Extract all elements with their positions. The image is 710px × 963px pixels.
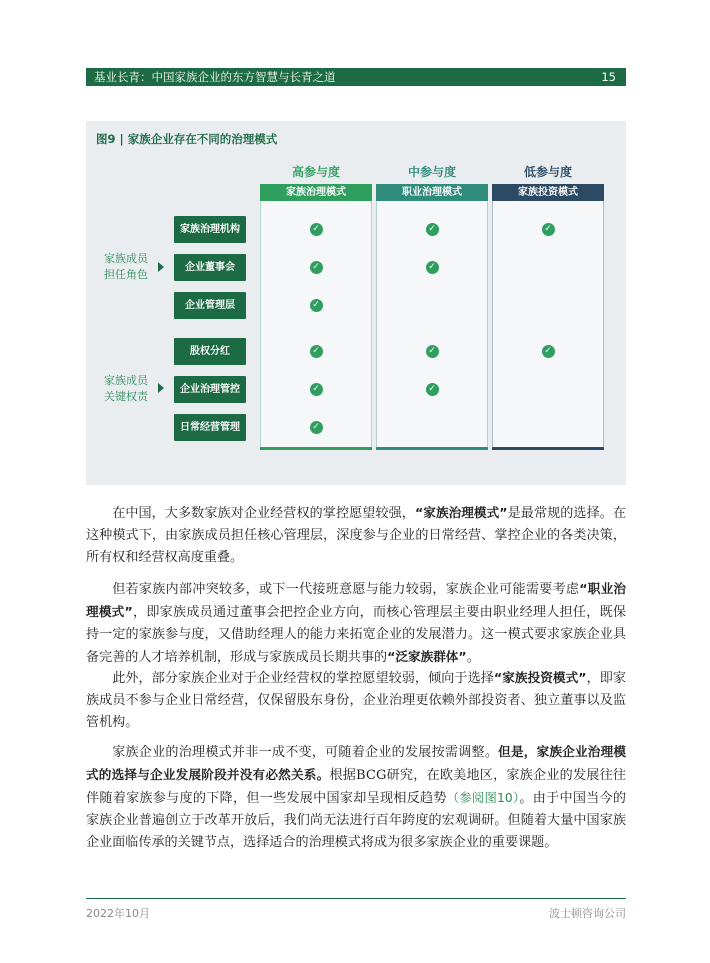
- row-label-management: 企业管理层: [174, 292, 246, 319]
- p2-bold-extended-family: “泛家族群体”: [387, 649, 467, 664]
- column-mode-investment: 家族投资模式: [492, 184, 604, 201]
- check-icon: ✓: [426, 223, 439, 236]
- group-label-rights-line2: 关键权责: [104, 390, 148, 403]
- check-icon: ✓: [426, 345, 439, 358]
- figure-10-reference-link[interactable]: （参阅图10）: [446, 791, 520, 805]
- governance-figure: [86, 121, 626, 485]
- column-body-high: [260, 201, 372, 449]
- check-icon: ✓: [542, 223, 555, 236]
- column-level-low: 低参与度: [523, 165, 572, 179]
- p2-text-e: 。: [466, 650, 480, 665]
- row-label-daily-operations: 日常经营管理: [174, 414, 246, 441]
- column-mode-family: 家族治理模式: [260, 184, 372, 201]
- check-icon: ✓: [310, 261, 323, 274]
- row-label-board: 企业董事会: [174, 254, 246, 281]
- p2-text-a: 但若家族内部冲突较多，或下一代接班意愿与能力较弱，家族企业可能需要考虑: [112, 582, 580, 597]
- p4-text-e: 。由于中国当今的家族企业普遍创立于改革开放后，我们尚无法进行百年跨度的宏观调研。但随着大量中国家族企业面临传承的关键节点，选择适合的治理模式将成为很多家族企业的重要课题。: [86, 791, 627, 850]
- column-body-low: [492, 201, 604, 449]
- check-icon: ✓: [426, 261, 439, 274]
- page-number: 15: [601, 70, 616, 84]
- paragraph-3: [86, 667, 626, 734]
- header-title: 基业长青：中国家族企业的东方智慧与长青之道: [94, 70, 336, 84]
- paragraph-2: [86, 578, 626, 669]
- check-icon: ✓: [426, 383, 439, 396]
- footer-company: 波士顿咨询公司: [549, 907, 626, 920]
- group-arrow-roles-icon: [158, 262, 164, 272]
- row-label-governance-control: 企业治理管控: [174, 376, 246, 403]
- p2-text-c: ，即家族成员通过董事会把控企业方向，而核心管理层主要由职业经理人担任，既保持一定的家族参与度，又借助经理人的能力来拓宽企业的发展潜力。这一模式要求家族企业具备完善的人才培养机制，形成与家族成员长期共事的: [86, 605, 627, 665]
- check-icon: ✓: [310, 383, 323, 396]
- p1-bold-family-mode: “家族治理模式”: [414, 505, 508, 520]
- p3-text-c: ，即家族成员不参与企业日常经营，仅保留股东身份，企业治理更依赖外部投资者、独立董事以及监管机构。: [86, 671, 627, 730]
- p1-text-c: 是最常规的选择。在这种模式下，由家族成员担任核心管理层，深度参与企业的日常经营、掌控企业的各类决策，所有权和经营权高度重叠。: [86, 506, 627, 565]
- p2-bold-professional-mode: “职业治理模式”: [86, 581, 627, 619]
- group-label-roles: [94, 251, 158, 283]
- p3-text-a: 此外，部分家族企业对于企业经营权的掌控愿望较弱，倾向于选择: [112, 671, 494, 686]
- check-icon: ✓: [310, 223, 323, 236]
- column-mode-professional: 职业治理模式: [376, 184, 488, 201]
- check-icon: ✓: [310, 421, 323, 434]
- group-label-rights-line1: 家族成员: [104, 374, 148, 387]
- group-label-roles-line2: 担任角色: [104, 268, 148, 281]
- group-label-rights: [94, 373, 158, 405]
- row-label-family-governance: 家族治理机构: [174, 216, 246, 243]
- column-foot-low: [492, 447, 604, 450]
- row-label-dividend: 股权分红: [174, 338, 246, 365]
- column-body-mid: [376, 201, 488, 449]
- column-level-mid: 中参与度: [407, 165, 456, 179]
- paragraph-4: [86, 741, 626, 854]
- footer-divider: [86, 898, 626, 899]
- p4-text-a: 家族企业的治理模式并非一成不变，可随着企业的发展按需调整。: [112, 745, 499, 760]
- paragraph-1: [86, 502, 626, 569]
- column-foot-high: [260, 447, 372, 450]
- footer-date: 2022年10月: [86, 907, 150, 920]
- column-foot-mid: [376, 447, 488, 450]
- check-icon: ✓: [310, 345, 323, 358]
- p4-text-c: 根据BCG研究，在欧美地区，家族企业的发展往往伴随着家族参与度的下降，但一些发展中国家却呈现相反趋势: [86, 768, 627, 806]
- page-header: [86, 68, 626, 86]
- check-icon: ✓: [542, 345, 555, 358]
- column-level-high: 高参与度: [291, 165, 340, 179]
- p1-text-a: 在中国，大多数家族对企业经营权的掌控愿望较强，: [112, 506, 415, 521]
- check-icon: ✓: [310, 299, 323, 312]
- figure-title: 图9 | 家族企业存在不同的治理模式: [96, 132, 278, 146]
- p3-bold-investment-mode: “家族投资模式”: [493, 670, 587, 685]
- group-label-roles-line1: 家族成员: [104, 252, 148, 265]
- group-arrow-rights-icon: [158, 383, 164, 393]
- p4-bold-statement: 但是，家族企业治理模式的选择与企业发展阶段并没有必然关系。: [86, 744, 627, 782]
